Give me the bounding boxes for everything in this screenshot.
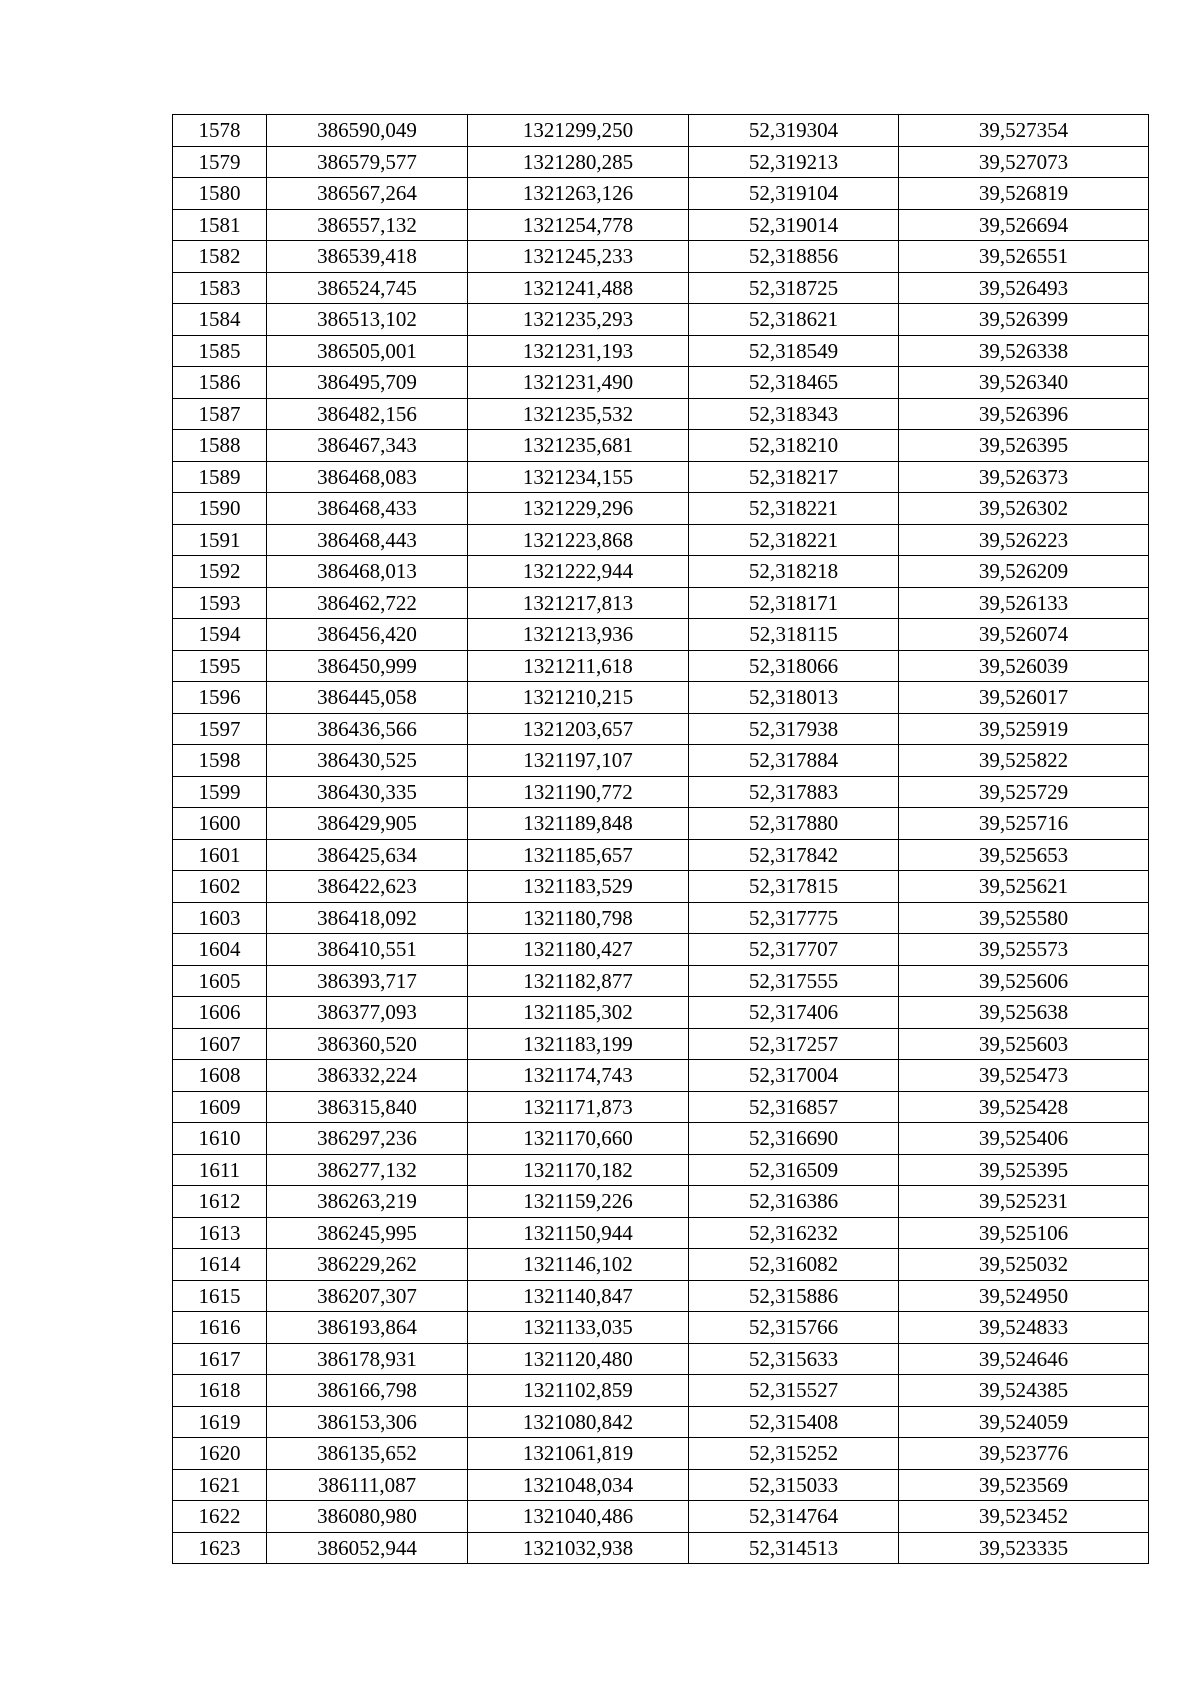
longitude-cell: 39,526338: [899, 335, 1149, 367]
table-row: [173, 965, 1149, 997]
point-number-cell: 1603: [173, 902, 267, 934]
point-number-cell: 1591: [173, 524, 267, 556]
x-coordinate-cell: 386207,307: [267, 1280, 468, 1312]
x-coordinate-cell: 386153,306: [267, 1406, 468, 1438]
latitude-cell: 52,317815: [689, 871, 899, 903]
table-row: [173, 650, 1149, 682]
latitude-cell: 52,318549: [689, 335, 899, 367]
table-row: [173, 587, 1149, 619]
y-coordinate-cell: 1321032,938: [468, 1532, 689, 1564]
longitude-cell: 39,526209: [899, 556, 1149, 588]
table-row: [173, 1186, 1149, 1218]
longitude-cell: 39,527073: [899, 146, 1149, 178]
longitude-cell: 39,525638: [899, 997, 1149, 1029]
y-coordinate-cell: 1321061,819: [468, 1438, 689, 1470]
longitude-cell: 39,526039: [899, 650, 1149, 682]
longitude-cell: 39,524059: [899, 1406, 1149, 1438]
latitude-cell: 52,315252: [689, 1438, 899, 1470]
longitude-cell: 39,525573: [899, 934, 1149, 966]
x-coordinate-cell: 386557,132: [267, 209, 468, 241]
x-coordinate-cell: 386467,343: [267, 430, 468, 462]
longitude-cell: 39,524385: [899, 1375, 1149, 1407]
y-coordinate-cell: 1321080,842: [468, 1406, 689, 1438]
y-coordinate-cell: 1321185,302: [468, 997, 689, 1029]
longitude-cell: 39,523335: [899, 1532, 1149, 1564]
longitude-cell: 39,526302: [899, 493, 1149, 525]
table-row: [173, 776, 1149, 808]
point-number-cell: 1595: [173, 650, 267, 682]
latitude-cell: 52,317406: [689, 997, 899, 1029]
point-number-cell: 1604: [173, 934, 267, 966]
latitude-cell: 52,317880: [689, 808, 899, 840]
table-row: [173, 272, 1149, 304]
latitude-cell: 52,317938: [689, 713, 899, 745]
latitude-cell: 52,319304: [689, 115, 899, 147]
y-coordinate-cell: 1321234,155: [468, 461, 689, 493]
latitude-cell: 52,315527: [689, 1375, 899, 1407]
coordinates-table-body: [173, 115, 1149, 1564]
longitude-cell: 39,526017: [899, 682, 1149, 714]
longitude-cell: 39,525919: [899, 713, 1149, 745]
table-row: [173, 241, 1149, 273]
x-coordinate-cell: 386468,433: [267, 493, 468, 525]
table-row: [173, 335, 1149, 367]
latitude-cell: 52,318856: [689, 241, 899, 273]
table-row: [173, 1217, 1149, 1249]
point-number-cell: 1617: [173, 1343, 267, 1375]
x-coordinate-cell: 386513,102: [267, 304, 468, 336]
table-row: [173, 304, 1149, 336]
latitude-cell: 52,318217: [689, 461, 899, 493]
x-coordinate-cell: 386482,156: [267, 398, 468, 430]
point-number-cell: 1606: [173, 997, 267, 1029]
point-number-cell: 1597: [173, 713, 267, 745]
longitude-cell: 39,525231: [899, 1186, 1149, 1218]
y-coordinate-cell: 1321133,035: [468, 1312, 689, 1344]
latitude-cell: 52,318210: [689, 430, 899, 462]
x-coordinate-cell: 386377,093: [267, 997, 468, 1029]
y-coordinate-cell: 1321190,772: [468, 776, 689, 808]
latitude-cell: 52,314764: [689, 1501, 899, 1533]
table-row: [173, 493, 1149, 525]
point-number-cell: 1614: [173, 1249, 267, 1281]
y-coordinate-cell: 1321254,778: [468, 209, 689, 241]
y-coordinate-cell: 1321299,250: [468, 115, 689, 147]
longitude-cell: 39,526223: [899, 524, 1149, 556]
point-number-cell: 1615: [173, 1280, 267, 1312]
table-row: [173, 1375, 1149, 1407]
x-coordinate-cell: 386425,634: [267, 839, 468, 871]
latitude-cell: 52,318221: [689, 493, 899, 525]
table-row: [173, 461, 1149, 493]
point-number-cell: 1600: [173, 808, 267, 840]
latitude-cell: 52,316386: [689, 1186, 899, 1218]
table-row: [173, 1343, 1149, 1375]
y-coordinate-cell: 1321235,293: [468, 304, 689, 336]
x-coordinate-cell: 386468,443: [267, 524, 468, 556]
point-number-cell: 1596: [173, 682, 267, 714]
x-coordinate-cell: 386315,840: [267, 1091, 468, 1123]
point-number-cell: 1584: [173, 304, 267, 336]
table-row: [173, 713, 1149, 745]
point-number-cell: 1622: [173, 1501, 267, 1533]
longitude-cell: 39,526373: [899, 461, 1149, 493]
longitude-cell: 39,525621: [899, 871, 1149, 903]
latitude-cell: 52,318221: [689, 524, 899, 556]
point-number-cell: 1580: [173, 178, 267, 210]
x-coordinate-cell: 386445,058: [267, 682, 468, 714]
y-coordinate-cell: 1321241,488: [468, 272, 689, 304]
x-coordinate-cell: 386495,709: [267, 367, 468, 399]
latitude-cell: 52,316857: [689, 1091, 899, 1123]
latitude-cell: 52,315886: [689, 1280, 899, 1312]
y-coordinate-cell: 1321183,529: [468, 871, 689, 903]
point-number-cell: 1599: [173, 776, 267, 808]
x-coordinate-cell: 386245,995: [267, 1217, 468, 1249]
table-row: [173, 556, 1149, 588]
latitude-cell: 52,317004: [689, 1060, 899, 1092]
longitude-cell: 39,526694: [899, 209, 1149, 241]
point-number-cell: 1587: [173, 398, 267, 430]
longitude-cell: 39,525032: [899, 1249, 1149, 1281]
longitude-cell: 39,523452: [899, 1501, 1149, 1533]
point-number-cell: 1601: [173, 839, 267, 871]
x-coordinate-cell: 386450,999: [267, 650, 468, 682]
latitude-cell: 52,317555: [689, 965, 899, 997]
point-number-cell: 1620: [173, 1438, 267, 1470]
y-coordinate-cell: 1321150,944: [468, 1217, 689, 1249]
table-row: [173, 1060, 1149, 1092]
y-coordinate-cell: 1321170,660: [468, 1123, 689, 1155]
y-coordinate-cell: 1321280,285: [468, 146, 689, 178]
point-number-cell: 1579: [173, 146, 267, 178]
point-number-cell: 1611: [173, 1154, 267, 1186]
table-row: [173, 1469, 1149, 1501]
y-coordinate-cell: 1321185,657: [468, 839, 689, 871]
table-row: [173, 1123, 1149, 1155]
table-row: [173, 115, 1149, 147]
x-coordinate-cell: 386436,566: [267, 713, 468, 745]
point-number-cell: 1602: [173, 871, 267, 903]
y-coordinate-cell: 1321263,126: [468, 178, 689, 210]
table-row: [173, 1312, 1149, 1344]
point-number-cell: 1581: [173, 209, 267, 241]
x-coordinate-cell: 386332,224: [267, 1060, 468, 1092]
point-number-cell: 1593: [173, 587, 267, 619]
table-row: [173, 934, 1149, 966]
point-number-cell: 1598: [173, 745, 267, 777]
y-coordinate-cell: 1321120,480: [468, 1343, 689, 1375]
table-row: [173, 871, 1149, 903]
y-coordinate-cell: 1321231,490: [468, 367, 689, 399]
longitude-cell: 39,525473: [899, 1060, 1149, 1092]
point-number-cell: 1618: [173, 1375, 267, 1407]
x-coordinate-cell: 386263,219: [267, 1186, 468, 1218]
longitude-cell: 39,525822: [899, 745, 1149, 777]
table-row: [173, 619, 1149, 651]
x-coordinate-cell: 386579,577: [267, 146, 468, 178]
latitude-cell: 52,317883: [689, 776, 899, 808]
longitude-cell: 39,525716: [899, 808, 1149, 840]
table-row: [173, 430, 1149, 462]
y-coordinate-cell: 1321171,873: [468, 1091, 689, 1123]
x-coordinate-cell: 386462,722: [267, 587, 468, 619]
latitude-cell: 52,318465: [689, 367, 899, 399]
x-coordinate-cell: 386422,623: [267, 871, 468, 903]
x-coordinate-cell: 386505,001: [267, 335, 468, 367]
point-number-cell: 1582: [173, 241, 267, 273]
longitude-cell: 39,526133: [899, 587, 1149, 619]
latitude-cell: 52,318013: [689, 682, 899, 714]
latitude-cell: 52,318115: [689, 619, 899, 651]
longitude-cell: 39,525580: [899, 902, 1149, 934]
latitude-cell: 52,315766: [689, 1312, 899, 1344]
y-coordinate-cell: 1321183,199: [468, 1028, 689, 1060]
y-coordinate-cell: 1321197,107: [468, 745, 689, 777]
y-coordinate-cell: 1321211,618: [468, 650, 689, 682]
x-coordinate-cell: 386166,798: [267, 1375, 468, 1407]
latitude-cell: 52,316232: [689, 1217, 899, 1249]
latitude-cell: 52,316509: [689, 1154, 899, 1186]
x-coordinate-cell: 386590,049: [267, 115, 468, 147]
x-coordinate-cell: 386393,717: [267, 965, 468, 997]
x-coordinate-cell: 386410,551: [267, 934, 468, 966]
longitude-cell: 39,526399: [899, 304, 1149, 336]
latitude-cell: 52,315408: [689, 1406, 899, 1438]
x-coordinate-cell: 386468,013: [267, 556, 468, 588]
latitude-cell: 52,319014: [689, 209, 899, 241]
x-coordinate-cell: 386111,087: [267, 1469, 468, 1501]
point-number-cell: 1578: [173, 115, 267, 147]
latitude-cell: 52,318621: [689, 304, 899, 336]
point-number-cell: 1592: [173, 556, 267, 588]
longitude-cell: 39,526819: [899, 178, 1149, 210]
latitude-cell: 52,318218: [689, 556, 899, 588]
longitude-cell: 39,526493: [899, 272, 1149, 304]
latitude-cell: 52,318725: [689, 272, 899, 304]
longitude-cell: 39,525395: [899, 1154, 1149, 1186]
y-coordinate-cell: 1321146,102: [468, 1249, 689, 1281]
x-coordinate-cell: 386178,931: [267, 1343, 468, 1375]
table-row: [173, 1406, 1149, 1438]
table-row: [173, 997, 1149, 1029]
x-coordinate-cell: 386567,264: [267, 178, 468, 210]
x-coordinate-cell: 386360,520: [267, 1028, 468, 1060]
table-row: [173, 209, 1149, 241]
table-row: [173, 1249, 1149, 1281]
longitude-cell: 39,525606: [899, 965, 1149, 997]
y-coordinate-cell: 1321102,859: [468, 1375, 689, 1407]
y-coordinate-cell: 1321203,657: [468, 713, 689, 745]
latitude-cell: 52,319104: [689, 178, 899, 210]
point-number-cell: 1586: [173, 367, 267, 399]
longitude-cell: 39,525106: [899, 1217, 1149, 1249]
point-number-cell: 1608: [173, 1060, 267, 1092]
y-coordinate-cell: 1321231,193: [468, 335, 689, 367]
y-coordinate-cell: 1321223,868: [468, 524, 689, 556]
longitude-cell: 39,525653: [899, 839, 1149, 871]
y-coordinate-cell: 1321235,532: [468, 398, 689, 430]
point-number-cell: 1609: [173, 1091, 267, 1123]
x-coordinate-cell: 386080,980: [267, 1501, 468, 1533]
latitude-cell: 52,316082: [689, 1249, 899, 1281]
latitude-cell: 52,317884: [689, 745, 899, 777]
x-coordinate-cell: 386430,335: [267, 776, 468, 808]
x-coordinate-cell: 386429,905: [267, 808, 468, 840]
longitude-cell: 39,525406: [899, 1123, 1149, 1155]
x-coordinate-cell: 386052,944: [267, 1532, 468, 1564]
table-row: [173, 1438, 1149, 1470]
latitude-cell: 52,318171: [689, 587, 899, 619]
y-coordinate-cell: 1321174,743: [468, 1060, 689, 1092]
longitude-cell: 39,526074: [899, 619, 1149, 651]
x-coordinate-cell: 386135,652: [267, 1438, 468, 1470]
latitude-cell: 52,317257: [689, 1028, 899, 1060]
point-number-cell: 1612: [173, 1186, 267, 1218]
x-coordinate-cell: 386297,236: [267, 1123, 468, 1155]
x-coordinate-cell: 386418,092: [267, 902, 468, 934]
latitude-cell: 52,317775: [689, 902, 899, 934]
table-row: [173, 1280, 1149, 1312]
y-coordinate-cell: 1321222,944: [468, 556, 689, 588]
x-coordinate-cell: 386193,864: [267, 1312, 468, 1344]
table-row: [173, 178, 1149, 210]
point-number-cell: 1607: [173, 1028, 267, 1060]
x-coordinate-cell: 386229,262: [267, 1249, 468, 1281]
point-number-cell: 1589: [173, 461, 267, 493]
point-number-cell: 1583: [173, 272, 267, 304]
point-number-cell: 1585: [173, 335, 267, 367]
latitude-cell: 52,318343: [689, 398, 899, 430]
latitude-cell: 52,316690: [689, 1123, 899, 1155]
x-coordinate-cell: 386277,132: [267, 1154, 468, 1186]
table-row: [173, 745, 1149, 777]
x-coordinate-cell: 386539,418: [267, 241, 468, 273]
point-number-cell: 1616: [173, 1312, 267, 1344]
point-number-cell: 1621: [173, 1469, 267, 1501]
longitude-cell: 39,527354: [899, 115, 1149, 147]
table-row: [173, 398, 1149, 430]
y-coordinate-cell: 1321235,681: [468, 430, 689, 462]
x-coordinate-cell: 386524,745: [267, 272, 468, 304]
y-coordinate-cell: 1321189,848: [468, 808, 689, 840]
longitude-cell: 39,526340: [899, 367, 1149, 399]
longitude-cell: 39,524833: [899, 1312, 1149, 1344]
latitude-cell: 52,314513: [689, 1532, 899, 1564]
y-coordinate-cell: 1321040,486: [468, 1501, 689, 1533]
longitude-cell: 39,526395: [899, 430, 1149, 462]
table-row: [173, 902, 1149, 934]
latitude-cell: 52,317842: [689, 839, 899, 871]
table-row: [173, 146, 1149, 178]
point-number-cell: 1588: [173, 430, 267, 462]
longitude-cell: 39,525603: [899, 1028, 1149, 1060]
y-coordinate-cell: 1321182,877: [468, 965, 689, 997]
point-number-cell: 1613: [173, 1217, 267, 1249]
longitude-cell: 39,525428: [899, 1091, 1149, 1123]
y-coordinate-cell: 1321180,427: [468, 934, 689, 966]
longitude-cell: 39,526551: [899, 241, 1149, 273]
table-row: [173, 1028, 1149, 1060]
x-coordinate-cell: 386468,083: [267, 461, 468, 493]
y-coordinate-cell: 1321217,813: [468, 587, 689, 619]
x-coordinate-cell: 386456,420: [267, 619, 468, 651]
table-row: [173, 1154, 1149, 1186]
point-number-cell: 1590: [173, 493, 267, 525]
coordinates-table: [172, 114, 1149, 1564]
longitude-cell: 39,524646: [899, 1343, 1149, 1375]
latitude-cell: 52,317707: [689, 934, 899, 966]
point-number-cell: 1594: [173, 619, 267, 651]
table-row: [173, 808, 1149, 840]
y-coordinate-cell: 1321159,226: [468, 1186, 689, 1218]
point-number-cell: 1605: [173, 965, 267, 997]
longitude-cell: 39,523776: [899, 1438, 1149, 1470]
y-coordinate-cell: 1321210,215: [468, 682, 689, 714]
y-coordinate-cell: 1321245,233: [468, 241, 689, 273]
table-row: [173, 367, 1149, 399]
latitude-cell: 52,318066: [689, 650, 899, 682]
table-row: [173, 1532, 1149, 1564]
latitude-cell: 52,319213: [689, 146, 899, 178]
point-number-cell: 1623: [173, 1532, 267, 1564]
table-row: [173, 839, 1149, 871]
longitude-cell: 39,525729: [899, 776, 1149, 808]
latitude-cell: 52,315633: [689, 1343, 899, 1375]
y-coordinate-cell: 1321140,847: [468, 1280, 689, 1312]
point-number-cell: 1619: [173, 1406, 267, 1438]
longitude-cell: 39,524950: [899, 1280, 1149, 1312]
y-coordinate-cell: 1321048,034: [468, 1469, 689, 1501]
table-row: [173, 1501, 1149, 1533]
table-row: [173, 1091, 1149, 1123]
longitude-cell: 39,523569: [899, 1469, 1149, 1501]
y-coordinate-cell: 1321180,798: [468, 902, 689, 934]
point-number-cell: 1610: [173, 1123, 267, 1155]
latitude-cell: 52,315033: [689, 1469, 899, 1501]
y-coordinate-cell: 1321229,296: [468, 493, 689, 525]
y-coordinate-cell: 1321213,936: [468, 619, 689, 651]
y-coordinate-cell: 1321170,182: [468, 1154, 689, 1186]
longitude-cell: 39,526396: [899, 398, 1149, 430]
x-coordinate-cell: 386430,525: [267, 745, 468, 777]
table-row: [173, 524, 1149, 556]
table-row: [173, 682, 1149, 714]
